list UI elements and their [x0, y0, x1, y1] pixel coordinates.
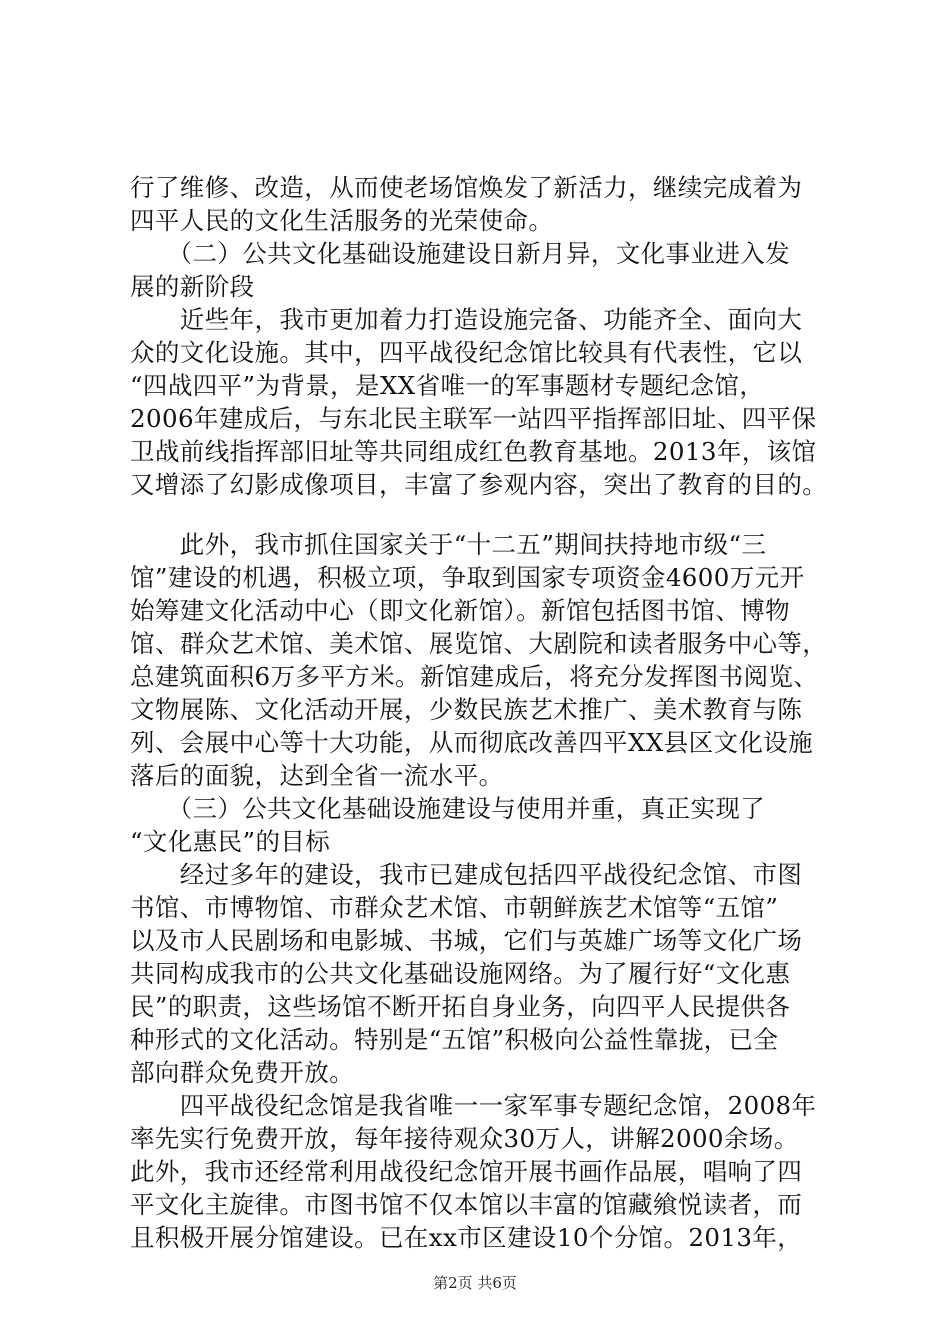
- section-heading: （二）公共文化基础设施建设日新月异，文化事业进入发: [130, 239, 791, 268]
- text-line: 近些年，我市更加着力打造设施完备、功能齐全、面向大: [130, 305, 803, 334]
- text-line: 四平战役纪念馆是我省唯一一家军事专题纪念馆，2008年: [130, 1091, 817, 1120]
- text-line: 始筹建文化活动中心（即文化新馆）。新馆包括图书馆、博物: [130, 596, 791, 625]
- text-line: 行了维修、改造，从而使老场馆焕发了新活力，继续完成着为: [130, 173, 803, 202]
- page-number: 第2页 共6页: [433, 1274, 517, 1292]
- text-line: 平文化主旋律。市图书馆不仅本馆以丰富的馆藏飨悦读者，而: [130, 1190, 803, 1219]
- text-line: 列、会展中心等十大功能，从而彻底改善四平XX县区文化设施: [130, 728, 814, 757]
- text-line: 众的文化设施。其中，四平战役纪念馆比较具有代表性，它以: [130, 338, 803, 367]
- text-line: 率先实行免费开放，每年接待观众30万人，讲解2000余场。: [130, 1124, 799, 1153]
- text-line: 卫战前线指挥部旧址等共同组成红色教育基地。2013年，该馆: [130, 437, 817, 466]
- text-line: 馆、群众艺术馆、美术馆、展览馆、大剧院和读者服务中心等，: [130, 629, 828, 658]
- text-line: 此外，我市还经常利用战役纪念馆开展书画作品展，唱响了四: [130, 1157, 803, 1186]
- text-line: 馆”建设的机遇，积极立项，争取到国家专项资金4600万元开: [130, 563, 805, 592]
- text-line: 共同构成我市的公共文化基础设施网络。为了履行好“文化惠: [130, 959, 791, 988]
- text-line: 书馆、市博物馆、市群众艺术馆、市朝鲜族艺术馆等“五馆”: [130, 893, 779, 922]
- text-line: 经过多年的建设，我市已建成包括四平战役纪念馆、市图: [130, 860, 803, 889]
- text-line: 文物展陈、文化活动开展，少数民族艺术推广、美术教育与陈: [130, 695, 803, 724]
- text-line: “四战四平”为背景，是XX省唯一的军事题材专题纪念馆，: [130, 371, 765, 400]
- text-line: 以及市人民剧场和电影城、书城，它们与英雄广场等文化广场: [130, 926, 803, 955]
- text-line: 四平人民的文化生活服务的光荣使命。: [130, 206, 554, 235]
- section-heading: “文化惠民”的目标: [130, 827, 331, 856]
- text-line: 总建筑面积6万多平方米。新馆建成后，将充分发挥图书阅览、: [130, 662, 819, 691]
- text-line: 民”的职责，这些场馆不断开拓自身业务，向四平人民提供各: [130, 992, 791, 1021]
- section-heading: （三）公共文化基础设施建设与使用并重，真正实现了: [130, 794, 766, 823]
- text-line: 部向群众免费开放。: [130, 1058, 355, 1087]
- text-line: 且积极开展分馆建设。已在xx市区建设10个分馆。2013年，: [130, 1223, 803, 1252]
- text-line: 落后的面貌，达到全省一流水平。: [130, 761, 504, 790]
- text-line: 此外，我市抓住国家关于“十二五”期间扶持地市级“三: [130, 530, 767, 559]
- text-line: 种形式的文化活动。特别是“五馆”积极向公益性靠拢，已全: [130, 1025, 779, 1054]
- text-line: 2006年建成后，与东北民主联军一站四平指挥部旧址、四平保: [130, 404, 817, 433]
- section-heading: 展的新阶段: [130, 272, 255, 301]
- text-line: 又增添了幻影成像项目，丰富了参观内容，突出了教育的目的。: [130, 470, 828, 499]
